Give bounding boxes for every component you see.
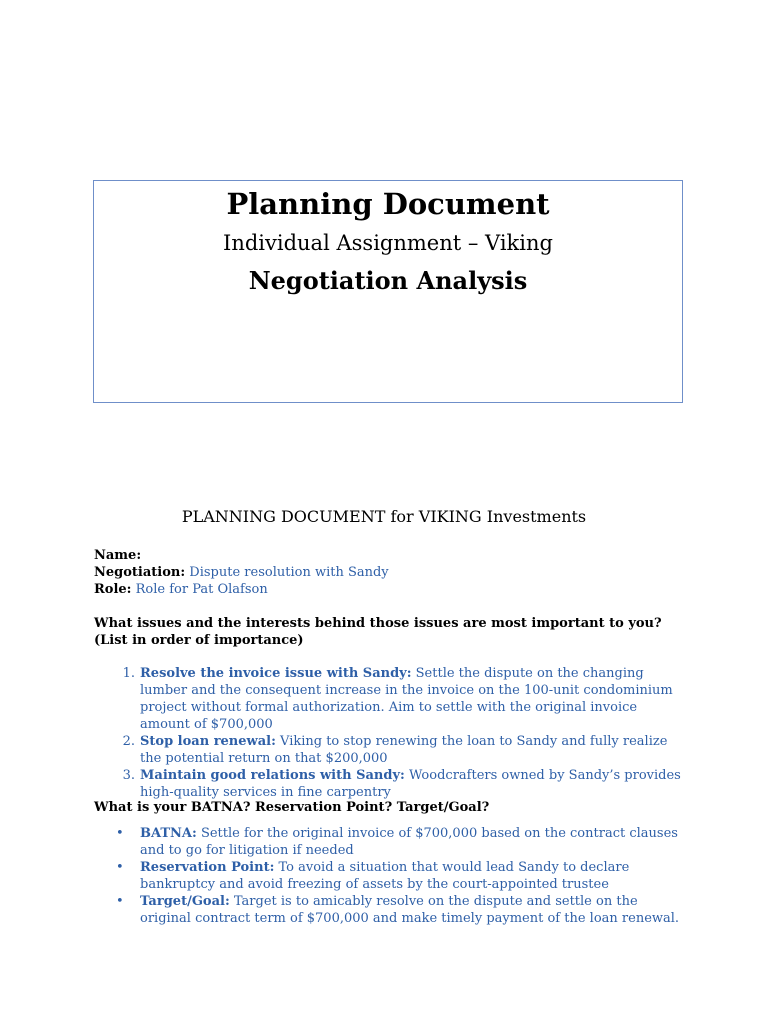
- list-item: [122, 665, 685, 733]
- negotiation-row: [94, 564, 389, 581]
- list-item: [122, 733, 685, 767]
- bullet-icon: •: [116, 860, 124, 875]
- item-label: Maintain good relations with Sandy:: [140, 768, 405, 783]
- info-fields: [94, 547, 389, 598]
- role-label: Role:: [94, 582, 132, 597]
- negotiation-value: Dispute resolution with Sandy: [189, 565, 389, 580]
- role-value: Role for Pat Olafson: [135, 582, 268, 597]
- item-label: BATNA:: [140, 826, 197, 841]
- name-row: [94, 547, 389, 564]
- bullet-icon: •: [116, 894, 124, 909]
- list-number: 3.: [122, 768, 135, 783]
- role-row: [94, 581, 389, 598]
- batna-list: [116, 825, 685, 927]
- item-text: To avoid a situation that would lead Sandy to declare bankruptcy and avoid freezing of assets by the court-appointed trustee: [140, 860, 630, 892]
- name-label: Name:: [94, 548, 142, 563]
- negotiation-label: Negotiation:: [94, 565, 186, 580]
- item-label: Target/Goal:: [140, 894, 230, 909]
- title-box: [93, 180, 683, 403]
- list-number: 2.: [122, 734, 135, 749]
- question-batna: What is your BATNA? Reservation Point? Target/Goal?: [94, 800, 490, 815]
- item-label: Reservation Point:: [140, 860, 275, 875]
- question-issues: What issues and the interests behind those issues are most important to you? (List in order of importance): [94, 616, 662, 648]
- list-number: 1.: [122, 666, 135, 681]
- item-label: Stop loan renewal:: [140, 734, 276, 749]
- list-item: [122, 767, 685, 801]
- list-item: [116, 859, 685, 893]
- item-label: Resolve the invoice issue with Sandy:: [140, 666, 412, 681]
- item-text: Viking to stop renewing the loan to Sandy and fully realize the potential return on that $200,000: [140, 734, 668, 766]
- bullet-icon: •: [116, 826, 124, 841]
- list-item: [116, 825, 685, 859]
- item-text: Settle the dispute on the changing lumber and the consequent increase in the invoice on the 100-unit condominium project without formal authorization. Aim to settle with the original invoice amount of $700,000: [140, 666, 673, 732]
- list-item: [116, 893, 685, 927]
- planning-heading: PLANNING DOCUMENT for VIKING Investments: [181, 507, 587, 526]
- item-text: Target is to amicably resolve on the dispute and settle on the original contract term of $700,000 and make timely payment of the loan renewal.: [140, 894, 680, 926]
- item-text: Settle for the original invoice of $700,000 based on the contract clauses and to go for litigation if needed: [140, 826, 678, 858]
- document-title: Planning Document: [226, 187, 550, 221]
- issues-list: [122, 665, 685, 801]
- item-text: Woodcrafters owned by Sandy’s provides high-quality services in fine carpentry: [140, 768, 681, 800]
- document-subtitle: Individual Assignment – Viking: [223, 231, 553, 255]
- document-heading: Negotiation Analysis: [248, 266, 528, 295]
